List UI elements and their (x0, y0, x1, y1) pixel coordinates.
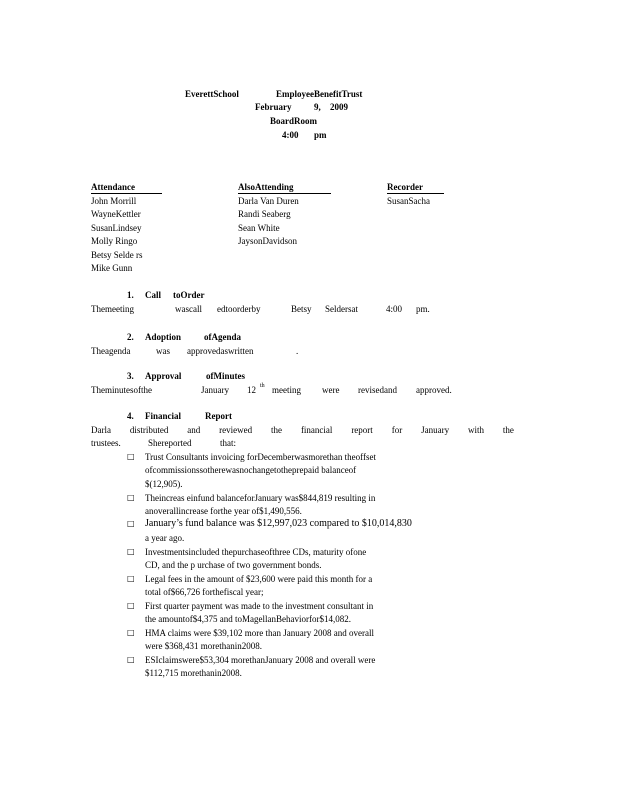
section-title: ofAgenda (204, 332, 242, 342)
section-text: financial (300, 425, 333, 435)
bullet-text: a year ago. (145, 533, 185, 543)
recorder-name: SusanSacha (387, 196, 430, 206)
section-text: 12 (247, 385, 256, 395)
section-text: Theagenda (91, 346, 131, 356)
section-number: 2. (127, 332, 134, 342)
meeting-month: February (255, 102, 292, 112)
section-text: the (502, 425, 514, 435)
section-number: 4. (127, 411, 134, 421)
meeting-day: 9, (314, 102, 321, 112)
section-title: Financial (145, 411, 182, 421)
section-text: report (351, 425, 373, 435)
section-text: . (296, 346, 299, 356)
also-attending-name: Sean White (238, 223, 280, 233)
section-title: Call (145, 290, 162, 300)
also-attending-name: JaysonDavidson (238, 236, 297, 246)
bullet-text: were $368,431 morethanin2008. (145, 641, 262, 651)
section-number: 1. (127, 290, 134, 300)
section-text: wascall (175, 304, 202, 314)
section-number: 3. (127, 371, 134, 381)
section-text: Theminutesofthe (91, 385, 152, 395)
also-attending-heading: AlsoAttending (238, 182, 294, 192)
section-text: trustees. (91, 438, 121, 448)
bullet-text: anoverallincrease forthe year of$1,490,556. (145, 506, 302, 516)
section-text: meeting (272, 385, 301, 395)
section-text: approved. (416, 385, 452, 395)
superscript-text: th (260, 383, 265, 389)
bullet-text: Trust Consultants invoicing forDecemberwasmorethan theoffset (145, 452, 376, 462)
also-attending-name: Randi Seaberg (238, 209, 291, 219)
section-text: for (391, 425, 403, 435)
bullet-text: total of$66,726 forthefiscal year; (145, 587, 264, 597)
attendee-name: WayneKettler (91, 209, 141, 219)
also-attending-underline (238, 193, 331, 194)
section-text: distributed (129, 425, 169, 435)
bullet-icon: □ (127, 601, 135, 610)
attendee-name: Mike Gunn (91, 263, 133, 273)
meeting-location: BoardRoom (270, 116, 317, 126)
school-name: EverettSchool (185, 89, 239, 99)
meeting-year: 2009 (330, 102, 348, 112)
bullet-text: HMA claims were $39,102 more than January 2008 and overall (145, 628, 374, 638)
section-text: January (421, 425, 450, 435)
attendee-name: Betsy Selde rs (91, 250, 143, 260)
financial-report-intro (91, 425, 514, 436)
section-text: Shereported (148, 438, 192, 448)
bullet-text: ESIclaimswere$53,304 morethanJanuary 2008 and overall were (145, 655, 376, 665)
section-text: that: (220, 438, 236, 448)
bullet-icon: □ (127, 493, 135, 502)
section-text: were (322, 385, 340, 395)
section-text: with (467, 425, 484, 435)
section-text: the (271, 425, 283, 435)
bullet-icon: □ (127, 655, 135, 664)
attendee-name: Molly Ringo (91, 236, 138, 246)
section-text: pm. (416, 304, 430, 314)
bullet-icon: □ (127, 452, 135, 461)
bullet-icon: □ (127, 628, 135, 637)
also-attending-name: Darla Van Duren (238, 196, 299, 206)
section-text: Darla (91, 425, 111, 435)
bullet-icon: □ (127, 519, 135, 528)
recorder-underline (387, 193, 444, 194)
attendance-underline (91, 193, 162, 194)
bullet-text: CD, and the p urchase of two government bonds. (145, 560, 322, 570)
attendance-heading: Attendance (91, 182, 135, 192)
section-title: Adoption (145, 332, 182, 342)
section-text: revisedand (358, 385, 397, 395)
bullet-icon: □ (127, 547, 135, 556)
trust-name: EmployeeBenefitTrust (276, 89, 363, 99)
meeting-time-unit: pm (314, 130, 327, 140)
bullet-text: $112,715 morethanin2008. (145, 668, 242, 678)
bullet-icon: □ (127, 574, 135, 583)
bullet-text: Legal fees in the amount of $23,600 were paid this month for a (145, 574, 373, 584)
bullet-text: ofcommissionssotherewasnochangetotheprepaid balanceof (145, 465, 357, 475)
section-title: Approval (145, 371, 182, 381)
bullet-text: the amountof$4,375 and toMagellanBehaviorfor$14,082. (145, 614, 351, 624)
section-text: Seldersat (325, 304, 358, 314)
attendee-name: SusanLindsey (91, 223, 142, 233)
section-text: January (201, 385, 229, 395)
section-text: approvedaswritten (187, 346, 254, 356)
bullet-text: Investmentsincluded thepurchaseofthree CDs, maturity ofone (145, 547, 367, 557)
bullet-text: First quarter payment was made to the investment consultant in (145, 601, 374, 611)
section-text: Betsy (291, 304, 312, 314)
section-text: edtoorderby (217, 304, 261, 314)
attendee-name: John Morrill (91, 196, 137, 206)
bullet-text: $(12,905). (145, 479, 183, 489)
section-text: was (156, 346, 170, 356)
section-text: Themeeting (91, 304, 134, 314)
section-text: reviewed (219, 425, 253, 435)
bullet-text: Theincreas einfund balanceforJanuary was$844,819 resulting in (145, 493, 376, 503)
section-title: Report (205, 411, 232, 421)
section-title: ofMinutes (206, 371, 245, 381)
section-text: 4:00 (386, 304, 403, 314)
meeting-time: 4:00 (282, 130, 299, 140)
recorder-heading: Recorder (387, 182, 423, 192)
section-text: and (187, 425, 201, 435)
bullet-text: January’s fund balance was $12,997,023 compared to $10,014,830 (145, 518, 412, 529)
section-title: toOrder (173, 290, 205, 300)
